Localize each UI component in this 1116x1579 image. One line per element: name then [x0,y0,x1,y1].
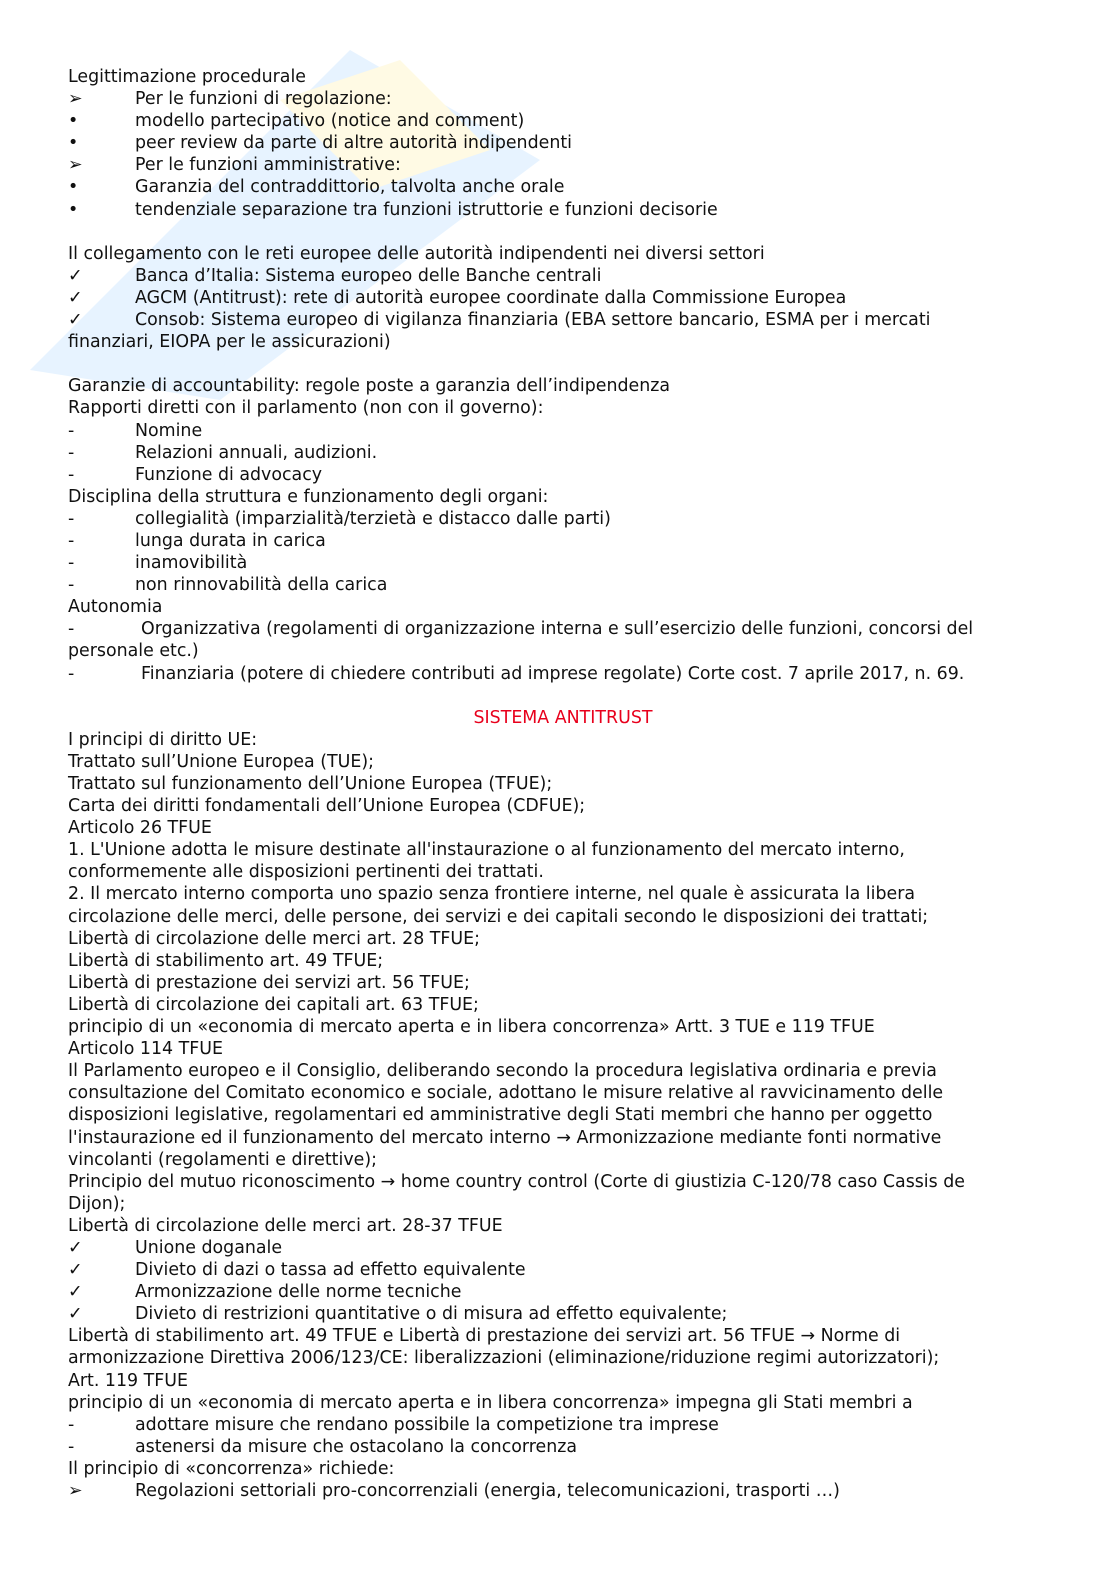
list-item: ✓ AGCM (Antitrust): rete di autorità europee coordinate dalla Commissione Europea [68,287,847,308]
list-item: ➢ Per le funzioni di regolazione: [68,89,392,110]
paragraph-line: Carta dei diritti fondamentali dell’Unione Europea (CDFUE); [68,796,586,817]
list-item: - collegialità (imparzialità/terzietà e distacco dalle parti) [68,508,611,529]
list-item: ✓ Divieto di restrizioni quantitative o di misura ad effetto equivalente; [68,1304,728,1325]
list-item: - Organizzativa (regolamenti di organizzazione interna e sull’esercizio delle funzioni, concorsi del [68,619,974,640]
paragraph-line: Disciplina della struttura e funzionamento degli organi: [68,486,549,507]
paragraph-line: l'instaurazione ed il funzionamento del mercato interno → Armonizzazione mediante fonti normative [68,1127,942,1148]
paragraph-line: Garanzie di accountability: regole poste a garanzia dell’indipendenza [68,376,671,397]
list-item: - inamovibilità [68,553,248,574]
paragraph-line: Libertà di circolazione delle merci art. 28 TFUE; [68,928,481,949]
paragraph-line: Libertà di circolazione dei capitali art. 63 TFUE; [68,994,479,1015]
paragraph-line: vincolanti (regolamenti e direttive); [68,1149,377,1170]
paragraph-line: Libertà di circolazione delle merci art. 28-37 TFUE [68,1215,503,1236]
paragraph-line: conformemente alle disposizioni pertinenti dei trattati. [68,862,544,883]
list-item: - non rinnovabilità della carica [68,575,388,596]
paragraph-line: Libertà di prestazione dei servizi art. 56 TFUE; [68,972,470,993]
paragraph-line: principio di un «economia di mercato aperta e in libera concorrenza» Artt. 3 TUE e 119 TFUE [68,1017,875,1038]
list-item: • tendenziale separazione tra funzioni istruttorie e funzioni decisorie [68,199,718,220]
list-item: ✓ Banca d’Italia: Sistema europeo delle Banche centrali [68,265,602,286]
paragraph-line: Trattato sull’Unione Europea (TUE); [68,751,375,772]
paragraph-line: consultazione del Comitato economico e sociale, adottano le misure relative al ravvicinamento delle [68,1083,944,1104]
spacer [68,353,1058,375]
section-title-antitrust: SISTEMA ANTITRUST [473,707,653,728]
list-item: • modello partecipativo (notice and comment) [68,111,525,132]
paragraph-line: 2. Il mercato interno comporta uno spazio senza frontiere interne, nel quale è assicurata la libera [68,884,915,905]
paragraph-line: Rapporti diretti con il parlamento (non con il governo): [68,398,544,419]
paragraph-line: 1. L'Unione adotta le misure destinate all'instaurazione o al funzionamento del mercato interno, [68,840,905,861]
list-item: - Funzione di advocacy [68,464,323,485]
list-item: - astenersi da misure che ostacolano la concorrenza [68,1436,578,1457]
paragraph-line: Dijon); [68,1193,126,1214]
antitrust-dash-list [68,1414,1058,1458]
antitrust-check-list [68,1237,1058,1325]
paragraph-line: Articolo 114 TFUE [68,1039,223,1060]
list-item: ✓ Divieto di dazi o tassa ad effetto equivalente [68,1260,526,1281]
section-heading-collegamento: Il collegamento con le reti europee delle autorità indipendenti nei diversi settori [68,243,765,264]
list-item: • Garanzia del contraddittorio, talvolta anche orale [68,177,565,198]
list-item-continuation: personale etc.) [68,641,199,662]
list-item: ✓ Armonizzazione delle norme tecniche [68,1282,462,1303]
antitrust-text-block [68,729,1058,1237]
list-item: ➢ Per le funzioni amministrative: [68,155,401,176]
paragraph-line: Articolo 26 TFUE [68,818,212,839]
list-item: ✓ Unione doganale [68,1237,283,1258]
paragraph-line: Principio del mutuo riconoscimento → home country control (Corte di giustizia C-120/78 caso Cassis de [68,1171,965,1192]
paragraph-line: Il principio di «concorrenza» richiede: [68,1458,395,1479]
spacer [68,685,1058,707]
list-item: - adottare misure che rendano possibile la competizione tra imprese [68,1414,719,1435]
list-item: ➢ Regolazioni settoriali pro-concorrenziali (energia, telecomunicazioni, trasporti …) [68,1481,840,1501]
paragraph-line: armonizzazione Direttiva 2006/123/CE: liberalizzazioni (eliminazione/riduzione regimi autorizzatori); [68,1348,940,1369]
paragraph-line: disposizioni legislative, regolamentari ed amministrative degli Stati membri che hanno per oggetto [68,1105,933,1126]
list-item: - lunga durata in carica [68,530,326,551]
paragraph-line: Trattato sul funzionamento dell’Unione Europea (TFUE); [68,774,553,794]
paragraph-line: Art. 119 TFUE [68,1370,188,1391]
section-heading-legittimazione: Legittimazione procedurale [68,67,306,87]
antitrust-text-block-2 [68,1325,1058,1413]
paragraph-line: principio di un «economia di mercato aperta e in libera concorrenza» impegna gli Stati membri a [68,1392,913,1413]
paragraph-line: circolazione delle merci, delle persone, dei servizi e dei capitali secondo le disposizioni dei trattati; [68,906,929,927]
paragraph-line: I principi di diritto UE: [68,729,258,750]
paragraph-line: Il Parlamento europeo e il Consiglio, deliberando secondo la procedura legislativa ordinaria e previa [68,1061,937,1082]
paragraph-line: Libertà di stabilimento art. 49 TFUE e Libertà di prestazione dei servizi art. 56 TFUE → Norme di [68,1326,901,1347]
list-item: • peer review da parte di altre autorità indipendenti [68,133,572,154]
paragraph-line: Autonomia [68,597,163,618]
paragraph-line: Libertà di stabilimento art. 49 TFUE; [68,950,384,971]
list-item: - Nomine [68,420,203,441]
document-body [68,66,1058,1502]
spacer [68,221,1058,243]
list-item-continuation: finanziari, EIOPA per le assicurazioni) [68,332,391,353]
list-item: - Finanziaria (potere di chiedere contributi ad imprese regolate) Corte cost. 7 aprile 2017, n. 69. [68,663,965,684]
list-item: ✓ Consob: Sistema europeo di vigilanza finanziaria (EBA settore bancario, ESMA per i mercati [68,310,931,331]
list-item: - Relazioni annuali, audizioni. [68,442,378,463]
